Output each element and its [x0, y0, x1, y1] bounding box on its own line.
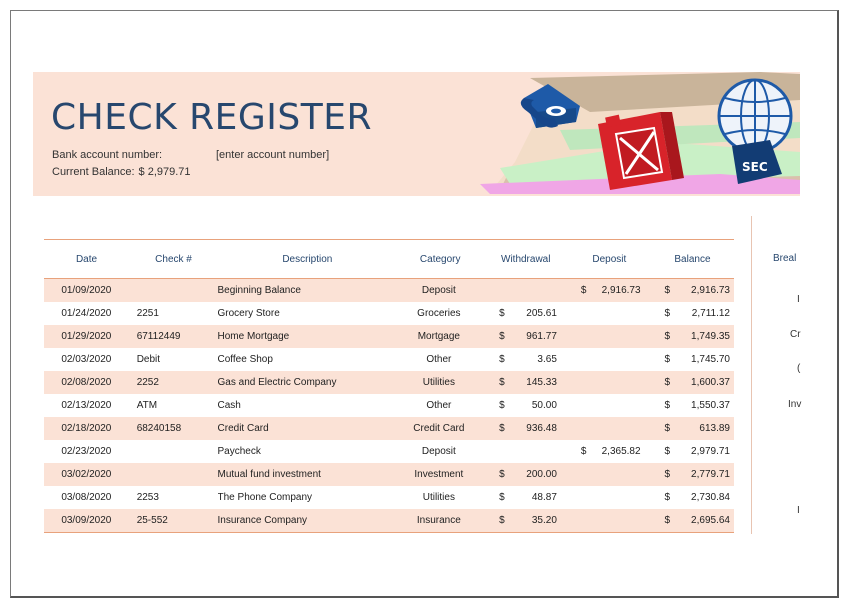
spreadsheet-frame	[10, 10, 839, 598]
currency-symbol: $	[664, 308, 671, 319]
cell-category[interactable]: Investment	[414, 469, 464, 480]
withdrawal-amount: 35.20	[531, 515, 557, 526]
cell-check-number[interactable]: ATM	[136, 400, 158, 411]
cell-withdrawal[interactable]	[482, 515, 567, 526]
cell-date[interactable]: 03/09/2020	[61, 515, 112, 526]
cell-balance[interactable]	[651, 308, 734, 319]
cell-check-number[interactable]: 2253	[136, 492, 159, 503]
cell-category[interactable]: Deposit	[421, 285, 456, 296]
cell-category[interactable]: Credit Card	[413, 423, 465, 434]
cell-balance[interactable]	[651, 515, 734, 526]
cell-withdrawal[interactable]	[482, 469, 567, 480]
balance-amount: 2,916.73	[691, 285, 730, 296]
cell-description[interactable]: The Phone Company	[217, 492, 313, 503]
current-balance-value: $ 2,979.71	[138, 166, 191, 178]
currency-symbol: $	[664, 423, 671, 434]
page-title: CHECK REGISTER	[51, 97, 373, 138]
cell-description[interactable]: Credit Card	[217, 423, 269, 434]
cell-description[interactable]: Beginning Balance	[217, 285, 301, 296]
table-row[interactable]	[44, 348, 734, 371]
table-row[interactable]	[44, 463, 734, 486]
balance-amount: 2,695.64	[691, 515, 730, 526]
column-header-description[interactable]: Description	[282, 253, 333, 265]
currency-symbol: $	[499, 469, 505, 480]
column-header-deposit[interactable]: Deposit	[592, 253, 627, 265]
cell-category[interactable]: Mortgage	[417, 331, 460, 342]
balance-amount: 1,745.70	[691, 354, 730, 365]
cell-balance[interactable]	[651, 423, 734, 434]
withdrawal-amount: 961.77	[526, 331, 557, 342]
currency-symbol: $	[499, 400, 505, 411]
table-row[interactable]	[44, 486, 734, 509]
currency-symbol: $	[664, 354, 671, 365]
currency-symbol: $	[499, 423, 505, 434]
currency-symbol: $	[664, 469, 671, 480]
currency-symbol: $	[499, 354, 505, 365]
cell-description[interactable]: Gas and Electric Company	[217, 377, 337, 388]
balance-amount: 2,711.12	[691, 308, 730, 319]
balance-amount: 1,749.35	[691, 331, 730, 342]
currency-symbol: $	[664, 400, 671, 411]
column-header-category[interactable]: Category	[419, 253, 461, 265]
currency-symbol: $	[499, 492, 505, 503]
side-panel-divider	[751, 216, 752, 534]
cell-date[interactable]: 01/29/2020	[61, 331, 112, 342]
cell-category[interactable]: Insurance	[416, 515, 461, 526]
cell-category[interactable]: Groceries	[417, 308, 461, 319]
balance-amount: 613.89	[699, 423, 730, 434]
currency-symbol: $	[664, 285, 671, 296]
balance-amount: 2,779.71	[691, 469, 730, 480]
header-banner	[33, 72, 800, 196]
cell-balance[interactable]	[651, 446, 734, 457]
table-row[interactable]	[44, 279, 734, 302]
side-label: Inv	[788, 399, 802, 410]
column-header-date[interactable]: Date	[75, 253, 98, 265]
balance-amount: 2,730.84	[691, 492, 730, 503]
side-label: Cr	[790, 329, 801, 340]
current-balance	[52, 166, 191, 178]
cell-category[interactable]: Utilities	[422, 492, 455, 503]
cell-category[interactable]: Utilities	[422, 377, 455, 388]
account-number-label: Bank account number:	[52, 149, 163, 161]
cell-balance[interactable]	[651, 354, 734, 365]
currency-symbol: $	[499, 377, 505, 388]
table-body	[44, 279, 734, 532]
cell-description[interactable]: Paycheck	[217, 446, 261, 457]
cell-date[interactable]: 02/08/2020	[61, 377, 112, 388]
withdrawal-amount: 205.61	[526, 308, 557, 319]
withdrawal-amount: 145.33	[526, 377, 557, 388]
withdrawal-amount: 48.87	[531, 492, 557, 503]
cell-date[interactable]: 03/02/2020	[61, 469, 112, 480]
cell-balance[interactable]	[651, 377, 734, 388]
cell-date[interactable]: 01/24/2020	[61, 308, 112, 319]
balance-amount: 2,979.71	[691, 446, 730, 457]
table-row[interactable]	[44, 509, 734, 532]
cell-description[interactable]: Insurance Company	[217, 515, 308, 526]
table-row[interactable]	[44, 440, 734, 463]
cell-balance[interactable]	[651, 469, 734, 480]
currency-symbol: $	[664, 377, 671, 388]
table-row[interactable]	[44, 394, 734, 417]
cell-check-number[interactable]: 2251	[136, 308, 159, 319]
withdrawal-amount: 50.00	[531, 400, 557, 411]
cell-category[interactable]: Other	[426, 400, 452, 411]
currency-symbol: $	[499, 515, 505, 526]
account-number-field[interactable]: [enter account number]	[216, 149, 330, 161]
globe-label: SEC	[742, 160, 768, 174]
table-row[interactable]	[44, 371, 734, 394]
cell-description[interactable]: Mutual fund investment	[217, 469, 321, 480]
balance-amount: 1,550.37	[691, 400, 730, 411]
currency-symbol: $	[580, 446, 587, 457]
banner-illustration	[470, 72, 800, 196]
cell-deposit[interactable]	[567, 446, 651, 457]
cell-date[interactable]: 02/18/2020	[61, 423, 112, 434]
column-header-check[interactable]: Check #	[155, 253, 192, 265]
side-label: I	[797, 505, 800, 516]
fuel-can-icon	[598, 112, 684, 190]
cell-withdrawal[interactable]	[482, 308, 567, 319]
table-row[interactable]	[44, 417, 734, 440]
withdrawal-amount: 936.48	[526, 423, 557, 434]
currency-symbol: $	[664, 515, 671, 526]
cell-category[interactable]: Deposit	[421, 446, 456, 457]
cell-deposit[interactable]	[567, 285, 651, 296]
currency-symbol: $	[664, 446, 671, 457]
cell-description[interactable]: Home Mortgage	[217, 331, 290, 342]
cell-withdrawal[interactable]	[482, 492, 567, 503]
check-register-table	[44, 239, 734, 533]
cell-balance[interactable]	[651, 331, 734, 342]
cell-check-number[interactable]: Debit	[136, 354, 161, 365]
cell-date[interactable]: 02/03/2020	[61, 354, 112, 365]
side-label: (	[797, 363, 801, 374]
cell-balance[interactable]	[651, 285, 734, 296]
cell-date[interactable]: 02/23/2020	[61, 446, 112, 457]
currency-symbol: $	[499, 331, 505, 342]
currency-symbol: $	[664, 331, 671, 342]
currency-symbol: $	[499, 308, 505, 319]
cell-description[interactable]: Coffee Shop	[217, 354, 273, 365]
currency-symbol: $	[664, 492, 671, 503]
deposit-amount: 2,365.82	[601, 446, 641, 457]
cell-date[interactable]: 03/08/2020	[61, 492, 112, 503]
cell-withdrawal[interactable]	[482, 377, 567, 388]
column-header-withdrawal[interactable]: Withdrawal	[501, 253, 551, 265]
cell-check-number[interactable]: 2252	[136, 377, 159, 388]
column-header-balance[interactable]: Balance	[674, 253, 711, 265]
side-label: I	[797, 294, 800, 305]
balance-amount: 1,600.37	[691, 377, 730, 388]
table-row[interactable]	[44, 325, 734, 348]
cell-balance[interactable]	[651, 492, 734, 503]
cell-category[interactable]: Other	[426, 354, 452, 365]
currency-symbol: $	[580, 285, 587, 296]
cell-date[interactable]: 02/13/2020	[61, 400, 112, 411]
cell-check-number[interactable]: 67112449	[136, 331, 181, 342]
table-row[interactable]	[44, 302, 734, 325]
cell-balance[interactable]	[651, 400, 734, 411]
cell-check-number[interactable]: 25-552	[136, 515, 168, 526]
cell-withdrawal[interactable]	[482, 400, 567, 411]
cell-withdrawal[interactable]	[482, 354, 567, 365]
table-header-row	[44, 239, 734, 279]
current-balance-label: Current Balance:	[52, 166, 135, 178]
cell-description[interactable]: Grocery Store	[217, 308, 280, 319]
cell-description[interactable]: Cash	[217, 400, 241, 411]
withdrawal-amount: 3.65	[537, 354, 557, 365]
cell-withdrawal[interactable]	[482, 423, 567, 434]
deposit-amount: 2,916.73	[601, 285, 641, 296]
cell-withdrawal[interactable]	[482, 331, 567, 342]
cell-check-number[interactable]: 68240158	[136, 423, 182, 434]
table-bottom-border	[44, 532, 734, 533]
withdrawal-amount: 200.00	[526, 469, 557, 480]
breakdown-heading: Breal	[773, 253, 797, 264]
cell-date[interactable]: 01/09/2020	[61, 285, 112, 296]
